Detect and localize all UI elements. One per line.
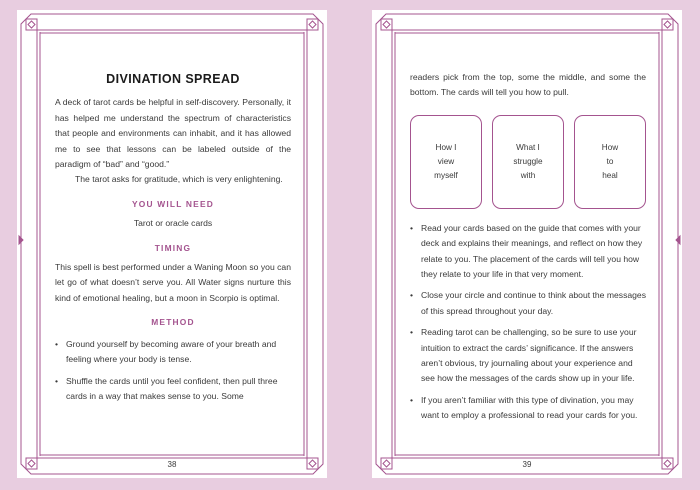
list-item: • Reading tarot can be challenging, so be sure to use your intuition to extract the cards’ significance. If the answers aren’t obvious, try journaling about your experience and see how the messages of the cards show up in your life. (410, 325, 646, 387)
timing-heading: TIMING (154, 242, 192, 253)
right-page (372, 10, 682, 478)
left-page-content (55, 72, 291, 410)
tarot-card-position (574, 115, 646, 209)
list-item: • Ground yourself by becoming aware of your breath and feeling where your body is tense. (55, 337, 291, 368)
corner-ornament-top-right-icon (307, 19, 318, 30)
corner-ornament-top-left-icon (26, 19, 37, 30)
card-label: How I view myself (434, 142, 458, 180)
list-item: • Shuffle the cards until you feel confident, then pull three cards in a way that makes sense to you. Some (55, 374, 291, 405)
list-item: • If you aren’t familiar with this type of divination, you may want to employ a professional to read your cards for you. (410, 393, 646, 424)
you-will-need-heading: YOU WILL NEED (132, 198, 214, 209)
method-heading: METHOD (151, 317, 195, 328)
tarot-card-position (492, 115, 564, 209)
method-list (55, 337, 291, 405)
page-number: 39 (522, 460, 532, 469)
timing-paragraph: This spell is best performed under a Waning Moon so you can let go of what doesn’t serve you. All Water signs nurture this kind of emotional healing, but a moon in Scorpio is optimal. (55, 262, 291, 303)
page-number: 38 (167, 460, 177, 469)
card-label: What I struggle with (513, 142, 543, 180)
list-item: • Close your circle and continue to think about the messages of this spread throughout your day. (410, 288, 646, 319)
right-page-content (410, 70, 646, 430)
tarot-card-position (410, 115, 482, 209)
page-title: DIVINATION SPREAD (106, 72, 240, 86)
tarot-spread (410, 115, 646, 209)
intro-paragraph-2: The tarot asks for gratitude, which is very enlightening. (75, 174, 283, 185)
corner-ornament-top-right-icon (662, 19, 673, 30)
corner-ornament-top-left-icon (381, 19, 392, 30)
continuation-paragraph: readers pick from the top, some the middle, and some the bottom. The cards will tell you how to pull. (410, 72, 646, 98)
list-item: • Read your cards based on the guide that comes with your deck and explains their meanings, and reflect on how they relate to you. The placement of the cards will tell you how they relate to your life in that very moment. (410, 221, 646, 283)
intro-paragraph: A deck of tarot cards be helpful in self-discovery. Personally, it has helped me understand the spectrum of characteristics that people and environments can inhabit, and it has allowed me to see that lessons can be labeled outside of the paradigm of “bad” and “good.” (55, 97, 291, 170)
you-will-need-item: Tarot or oracle cards (133, 218, 213, 229)
instructions-list (410, 221, 646, 424)
left-page (17, 10, 327, 478)
card-label: How to heal (601, 142, 619, 180)
